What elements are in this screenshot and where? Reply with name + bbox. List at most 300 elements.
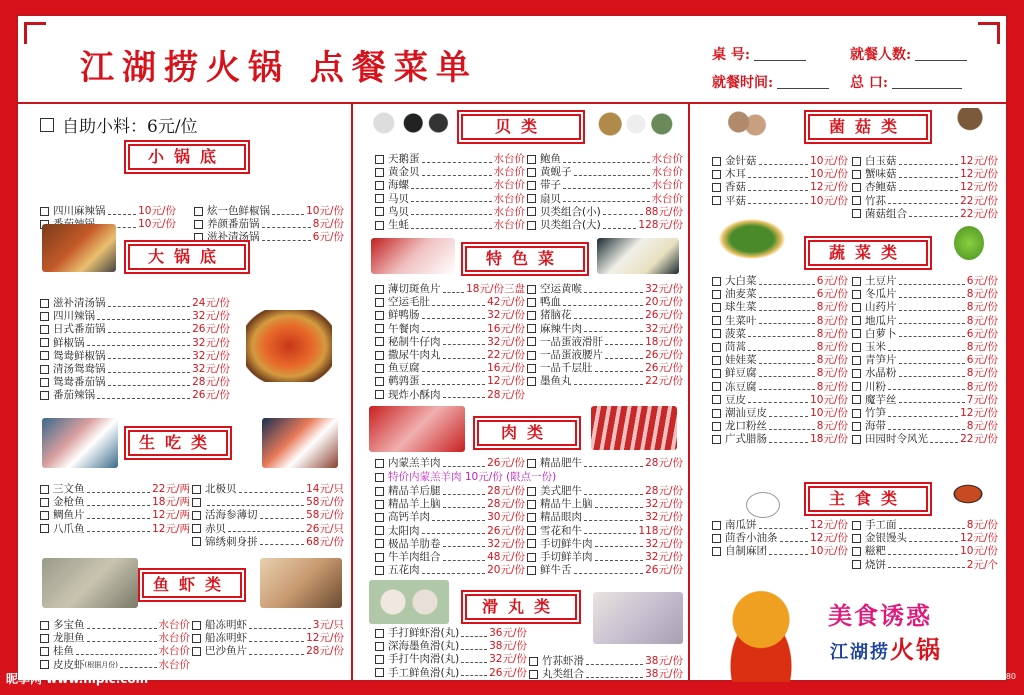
menu-item[interactable]	[375, 152, 525, 166]
bun-icon	[746, 492, 780, 518]
menu-item[interactable]	[852, 406, 998, 420]
menu-item[interactable]	[40, 482, 190, 496]
checkbox[interactable]	[375, 642, 384, 651]
item-name: 白萝卜	[865, 327, 897, 340]
menu-item[interactable]	[40, 362, 230, 376]
checkbox[interactable]	[375, 285, 384, 294]
menu-item[interactable]	[192, 522, 344, 536]
menu-item[interactable]	[852, 154, 998, 168]
menu-item[interactable]	[375, 484, 525, 498]
checkbox[interactable]	[375, 566, 384, 575]
menu-item[interactable]	[40, 495, 190, 509]
menu-item[interactable]	[40, 309, 230, 323]
checkbox[interactable]	[375, 553, 384, 562]
menu-item[interactable]	[527, 152, 683, 166]
diners-count-field[interactable]: 就餐人数:	[850, 44, 967, 64]
menu-item[interactable]	[375, 470, 675, 484]
checkbox[interactable]	[529, 670, 538, 679]
checkbox[interactable]	[852, 157, 861, 166]
menu-item[interactable]	[192, 482, 344, 496]
checkbox[interactable]	[712, 369, 721, 378]
checkbox[interactable]	[852, 369, 861, 378]
item-price: 32元/份	[192, 349, 230, 362]
checkbox[interactable]	[192, 634, 201, 643]
checkbox[interactable]	[712, 170, 721, 179]
big-pot-photo	[246, 310, 332, 382]
item-price: 8元/份	[312, 218, 344, 231]
checkbox[interactable]	[527, 553, 536, 562]
checkbox[interactable]	[40, 207, 49, 216]
checkbox[interactable]	[375, 337, 384, 346]
menu-item[interactable]	[527, 218, 683, 232]
menu-item[interactable]	[852, 353, 998, 367]
column-middle	[353, 104, 690, 682]
checkbox[interactable]	[712, 534, 721, 543]
menu-item[interactable]	[40, 375, 230, 389]
menu-item[interactable]	[852, 314, 998, 328]
checkbox[interactable]	[527, 168, 536, 177]
checkbox[interactable]	[40, 634, 49, 643]
menu-item[interactable]	[527, 361, 683, 375]
checkbox[interactable]	[527, 487, 536, 496]
checkbox[interactable]	[40, 312, 49, 321]
checkbox[interactable]	[852, 170, 861, 179]
item-name: 空运黄喉	[540, 283, 582, 295]
checkbox[interactable]	[527, 459, 536, 468]
checkbox[interactable]	[527, 539, 536, 548]
menu-item[interactable]	[375, 218, 525, 232]
checkbox[interactable]	[375, 487, 384, 496]
checkbox[interactable]	[712, 277, 721, 286]
checkbox[interactable]	[194, 233, 203, 242]
menu-item[interactable]	[375, 348, 525, 362]
section-title-shellfish: 贝类	[461, 114, 581, 140]
menu-item[interactable]	[375, 524, 525, 538]
checkbox[interactable]	[852, 435, 861, 444]
menu-item[interactable]	[194, 230, 344, 244]
checkbox[interactable]	[852, 409, 861, 418]
checkbox[interactable]	[527, 221, 536, 230]
menu-item[interactable]	[40, 644, 190, 658]
leader-dots	[899, 370, 965, 377]
menu-item[interactable]	[375, 282, 525, 296]
menu-item[interactable]	[192, 535, 344, 549]
checkbox[interactable]	[852, 560, 861, 569]
checkbox[interactable]	[375, 668, 384, 677]
menu-item[interactable]	[192, 631, 344, 645]
menu-item[interactable]	[40, 204, 176, 218]
column-right	[690, 104, 1006, 682]
menu-item[interactable]	[40, 508, 190, 522]
leader-dots	[899, 396, 965, 403]
menu-item[interactable]	[375, 537, 525, 551]
checkbox[interactable]	[192, 485, 201, 494]
checkbox[interactable]	[852, 303, 861, 312]
menu-item[interactable]	[375, 456, 525, 470]
menu-item[interactable]	[375, 639, 527, 653]
item-name: 手打鲜虾滑(丸)	[388, 627, 460, 639]
menu-item[interactable]	[712, 406, 848, 420]
leader-dots	[899, 330, 965, 337]
menu-item[interactable]	[375, 192, 525, 206]
checkbox[interactable]	[712, 343, 721, 352]
menu-item[interactable]	[527, 178, 683, 192]
checkbox[interactable]	[712, 290, 721, 299]
item-price: 2元/个	[966, 558, 998, 571]
checkbox[interactable]	[527, 155, 536, 164]
menu-item[interactable]	[40, 322, 230, 336]
item-name: 八爪鱼	[53, 522, 85, 535]
menu-item[interactable]	[192, 495, 344, 509]
menu-item[interactable]	[852, 207, 998, 221]
menu-item[interactable]	[192, 508, 344, 522]
checkbox[interactable]	[375, 155, 384, 164]
menu-item[interactable]	[852, 180, 998, 194]
item-price: 26元/份	[487, 524, 525, 537]
item-name: 茼蒿	[725, 341, 746, 353]
checkbox[interactable]	[852, 277, 861, 286]
item-name: 鲜豆腐	[725, 367, 757, 380]
checkbox[interactable]	[852, 521, 861, 530]
menu-item[interactable]	[852, 544, 998, 558]
menu-item[interactable]	[852, 432, 998, 446]
menu-item[interactable]	[712, 518, 848, 532]
table-number-field[interactable]: 桌 号:	[712, 44, 806, 64]
leader-dots	[769, 548, 808, 555]
checkbox[interactable]	[375, 311, 384, 320]
menu-item[interactable]	[375, 374, 525, 388]
checkbox[interactable]	[527, 526, 536, 535]
menu-item[interactable]	[712, 327, 848, 341]
menu-item[interactable]	[852, 380, 998, 394]
item-name: 马贝	[388, 192, 409, 205]
checkbox[interactable]	[852, 183, 861, 192]
item-price: 水台价	[493, 153, 525, 165]
checkbox[interactable]	[527, 351, 536, 360]
menu-item[interactable]	[192, 644, 344, 658]
item-name: 猪脑花	[540, 309, 572, 322]
menu-item[interactable]	[712, 544, 848, 558]
menu-item[interactable]	[527, 192, 683, 206]
checkbox[interactable]	[375, 181, 384, 190]
checkbox[interactable]	[375, 168, 384, 177]
menu-item[interactable]	[375, 626, 527, 640]
menu-item[interactable]	[852, 167, 998, 181]
checkbox[interactable]	[375, 351, 384, 360]
menu-item[interactable]	[375, 388, 525, 402]
checkbox[interactable]	[712, 183, 721, 192]
menu-item[interactable]	[194, 204, 344, 218]
menu-item[interactable]	[712, 180, 848, 194]
checkbox[interactable]	[852, 316, 861, 325]
checkbox[interactable]	[40, 391, 49, 400]
checkbox[interactable]	[40, 660, 49, 669]
menu-item[interactable]	[40, 349, 230, 363]
menu-item[interactable]	[529, 667, 683, 681]
menu-item[interactable]	[527, 165, 683, 179]
leader-dots	[97, 313, 190, 320]
menu-item[interactable]	[40, 618, 190, 632]
checkbox[interactable]	[40, 325, 49, 334]
checkbox[interactable]	[375, 364, 384, 373]
checkbox[interactable]	[375, 526, 384, 535]
menu-item[interactable]	[852, 518, 998, 532]
menu-item[interactable]	[375, 165, 525, 179]
checkbox[interactable]	[375, 298, 384, 307]
menu-item[interactable]	[712, 194, 848, 208]
item-price: 14元/只	[306, 483, 344, 495]
checkbox[interactable]	[712, 303, 721, 312]
checkbox[interactable]	[40, 647, 49, 656]
checkbox[interactable]	[40, 299, 49, 308]
menu-item[interactable]	[712, 366, 848, 380]
checkbox[interactable]	[527, 324, 536, 333]
item-name: 鲍鱼	[540, 153, 561, 165]
menu-item[interactable]	[527, 484, 683, 498]
checkbox[interactable]	[852, 209, 861, 218]
menu-item[interactable]	[852, 274, 998, 288]
checkbox[interactable]	[852, 196, 861, 205]
menu-item[interactable]	[375, 550, 525, 564]
menu-item[interactable]	[852, 558, 998, 572]
menu-item[interactable]	[852, 327, 998, 341]
checkbox[interactable]	[852, 547, 861, 556]
menu-item[interactable]	[375, 178, 525, 192]
checkbox[interactable]	[527, 207, 536, 216]
shrimp-photo	[260, 558, 342, 608]
checkbox[interactable]	[192, 647, 201, 656]
checkbox[interactable]	[527, 298, 536, 307]
menu-item[interactable]	[527, 563, 683, 577]
menu-item[interactable]	[712, 300, 848, 314]
menu-item[interactable]	[527, 456, 683, 470]
checkbox[interactable]	[194, 220, 203, 229]
checkbox[interactable]	[40, 621, 49, 630]
checkbox[interactable]	[40, 351, 49, 360]
menu-item[interactable]	[712, 154, 848, 168]
menu-item[interactable]	[712, 531, 848, 545]
menu-item[interactable]	[527, 348, 683, 362]
menu-item[interactable]	[40, 631, 190, 645]
checkbox[interactable]	[375, 513, 384, 522]
item-price: 水台价	[651, 153, 683, 165]
menu-item[interactable]	[527, 550, 683, 564]
menu-item[interactable]	[527, 282, 683, 296]
menu-item[interactable]	[527, 374, 683, 388]
checkbox[interactable]	[712, 547, 721, 556]
menu-item[interactable]	[852, 531, 998, 545]
menu-item[interactable]	[712, 432, 848, 446]
menu-item[interactable]	[375, 361, 525, 375]
checkbox[interactable]	[712, 157, 721, 166]
checkbox[interactable]	[192, 621, 201, 630]
total-field[interactable]: 总 口:	[850, 72, 962, 92]
menu-item[interactable]	[40, 296, 230, 310]
leader-dots	[769, 436, 808, 443]
checkbox[interactable]	[852, 534, 861, 543]
menu-item[interactable]	[375, 666, 527, 680]
checkbox[interactable]	[527, 181, 536, 190]
checkbox[interactable]	[712, 521, 721, 530]
dining-time-field[interactable]: 就餐时间:	[712, 72, 829, 92]
menu-item[interactable]	[375, 497, 525, 511]
menu-item[interactable]	[375, 335, 525, 349]
checkbox[interactable]	[375, 539, 384, 548]
checkbox[interactable]	[712, 435, 721, 444]
checkbox[interactable]	[375, 207, 384, 216]
checkbox[interactable]	[375, 655, 384, 664]
menu-item[interactable]	[527, 524, 683, 538]
item-price: 8元/份	[816, 354, 848, 367]
item-name: 午餐肉	[388, 322, 420, 335]
item-price: 8元/份	[966, 341, 998, 353]
checkbox[interactable]	[375, 324, 384, 333]
menu-item[interactable]	[375, 510, 525, 524]
menu-item[interactable]	[194, 217, 344, 231]
checkbox[interactable]	[40, 118, 54, 132]
item-name: 贝类组合(大)	[540, 219, 601, 231]
checkbox[interactable]	[527, 285, 536, 294]
item-price: 26元/份	[192, 389, 230, 402]
leader-dots	[759, 383, 815, 390]
checkbox[interactable]	[375, 390, 384, 399]
leader-dots	[574, 312, 644, 319]
menu-item[interactable]	[40, 522, 190, 536]
checkbox[interactable]	[375, 221, 384, 230]
checkbox[interactable]	[712, 316, 721, 325]
menu-item[interactable]	[40, 388, 230, 402]
checkbox[interactable]	[529, 657, 538, 666]
checkbox[interactable]	[375, 500, 384, 509]
menu-item[interactable]	[712, 274, 848, 288]
checkbox[interactable]	[712, 196, 721, 205]
menu-item[interactable]	[527, 322, 683, 336]
checkbox[interactable]	[375, 459, 384, 468]
checkbox[interactable]	[712, 422, 721, 431]
menu-item[interactable]	[527, 308, 683, 322]
checkbox[interactable]	[527, 500, 536, 509]
menu-item[interactable]	[40, 336, 230, 350]
leader-dots	[87, 499, 151, 506]
leader-dots	[888, 561, 965, 568]
menu-item[interactable]	[712, 393, 848, 407]
checkbox[interactable]	[40, 524, 49, 533]
menu-item[interactable]	[527, 510, 683, 524]
checkbox[interactable]	[712, 329, 721, 338]
checkbox[interactable]	[527, 311, 536, 320]
checkbox[interactable]	[375, 473, 384, 482]
checkbox[interactable]	[192, 498, 201, 507]
item-price: 8元/份	[966, 301, 998, 314]
leader-dots	[759, 304, 815, 311]
checkbox[interactable]	[192, 524, 201, 533]
menu-item[interactable]	[375, 563, 525, 577]
item-price: 10元/份	[810, 393, 848, 406]
menu-item[interactable]	[375, 205, 525, 219]
menu-item[interactable]	[712, 353, 848, 367]
menu-item[interactable]	[712, 314, 848, 328]
menu-item[interactable]	[375, 295, 525, 309]
checkbox[interactable]	[527, 364, 536, 373]
menu-item[interactable]	[527, 205, 683, 219]
menu-item[interactable]	[712, 167, 848, 181]
menu-item[interactable]	[529, 654, 683, 668]
checkbox[interactable]	[375, 194, 384, 203]
menu-item[interactable]	[852, 194, 998, 208]
checkbox[interactable]	[852, 343, 861, 352]
item-name: 魔芋丝	[865, 393, 897, 406]
checkbox[interactable]	[712, 409, 721, 418]
leader-dots	[759, 317, 815, 324]
checkbox[interactable]	[40, 485, 49, 494]
item-name: 鲷鱼片	[53, 509, 85, 522]
checkbox[interactable]	[192, 511, 201, 520]
leader-dots	[443, 501, 486, 508]
menu-item[interactable]	[527, 537, 683, 551]
menu-item[interactable]	[375, 322, 525, 336]
checkbox[interactable]	[375, 629, 384, 638]
checkbox[interactable]	[527, 194, 536, 203]
menu-item[interactable]	[712, 287, 848, 301]
checkbox[interactable]	[712, 395, 721, 404]
checkbox[interactable]	[527, 513, 536, 522]
checkbox[interactable]	[194, 207, 203, 216]
leader-dots	[432, 299, 485, 306]
checkbox[interactable]	[852, 382, 861, 391]
checkbox[interactable]	[852, 356, 861, 365]
menu-item[interactable]	[852, 393, 998, 407]
checkbox[interactable]	[527, 377, 536, 386]
menu-item[interactable]	[852, 287, 998, 301]
leader-dots	[411, 208, 492, 215]
item-price: 32元/份	[192, 336, 230, 349]
menu-item[interactable]	[852, 366, 998, 380]
self-service-sauce[interactable]: 自助小料：6元/位	[40, 112, 198, 137]
menu-item[interactable]	[527, 295, 683, 309]
menu-item[interactable]	[527, 497, 683, 511]
menu-item[interactable]	[712, 419, 848, 433]
checkbox[interactable]	[852, 329, 861, 338]
checkbox[interactable]	[852, 422, 861, 431]
checkbox[interactable]	[40, 338, 49, 347]
checkbox[interactable]	[712, 356, 721, 365]
checkbox[interactable]	[712, 382, 721, 391]
checkbox[interactable]	[40, 511, 49, 520]
item-price: 22元/两	[152, 483, 190, 495]
checkbox[interactable]	[852, 395, 861, 404]
checkbox[interactable]	[40, 498, 49, 507]
checkbox[interactable]	[852, 290, 861, 299]
leader-dots	[443, 488, 486, 495]
menu-item[interactable]	[375, 308, 525, 322]
checkbox[interactable]	[527, 566, 536, 575]
leader-dots	[411, 182, 492, 189]
leader-dots	[603, 208, 643, 215]
checkbox[interactable]	[40, 365, 49, 374]
menu-item[interactable]	[527, 335, 683, 349]
menu-item[interactable]	[852, 300, 998, 314]
menu-item[interactable]	[712, 380, 848, 394]
checkbox[interactable]	[375, 377, 384, 386]
checkbox[interactable]	[527, 337, 536, 346]
checkbox[interactable]	[40, 378, 49, 387]
checkbox[interactable]	[192, 537, 201, 546]
menu-item[interactable]	[375, 652, 527, 666]
menu-item[interactable]	[852, 419, 998, 433]
menu-item[interactable]	[852, 340, 998, 354]
menu-item[interactable]	[192, 618, 344, 632]
menu-item[interactable]	[712, 340, 848, 354]
